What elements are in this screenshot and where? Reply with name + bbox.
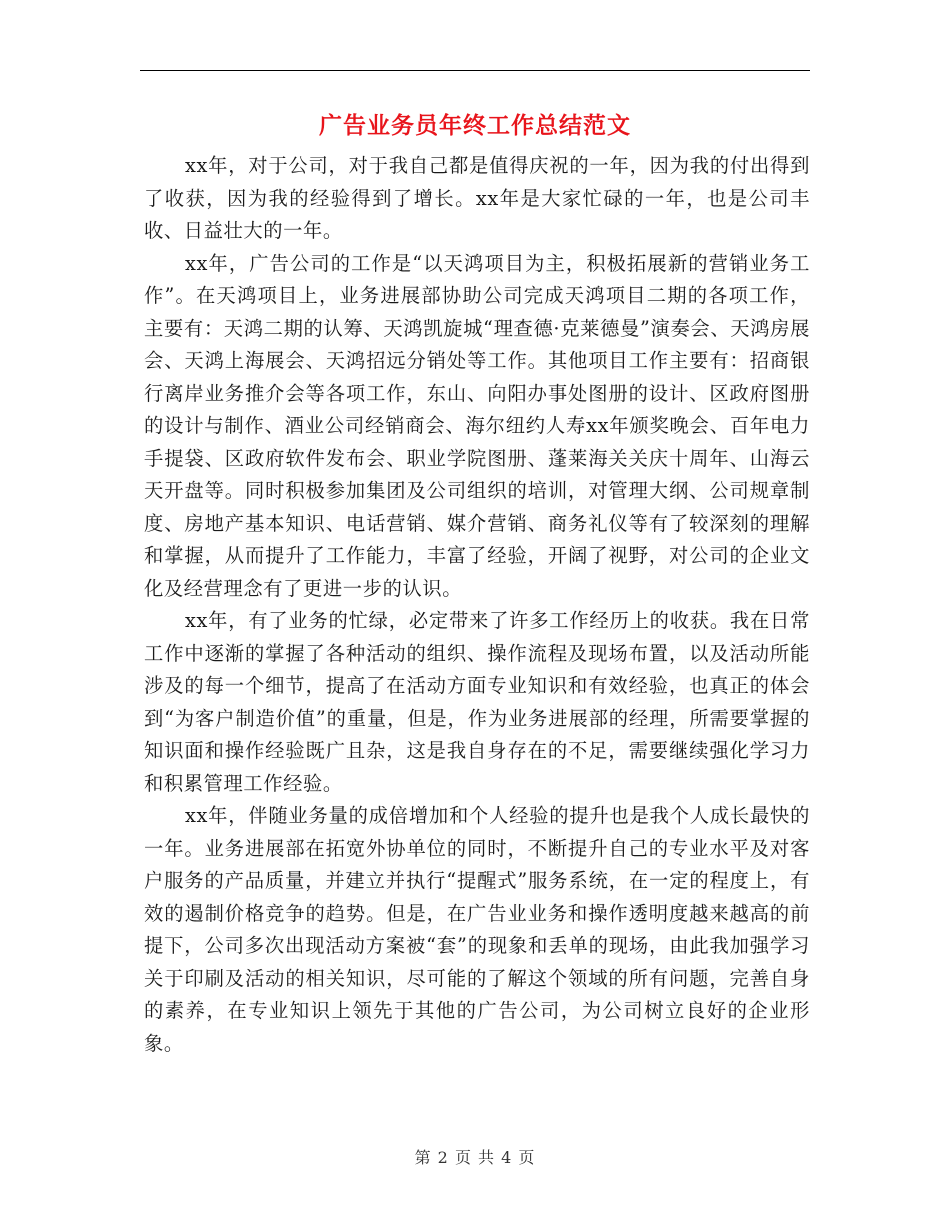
document-title: 广告业务员年终工作总结范文 bbox=[319, 113, 631, 139]
paragraph-3: xx年，有了业务的忙绿，必定带来了许多工作经历上的收获。我在日常工作中逐渐的掌握了各种活动的组织、操作流程及现场布置，以及活动所能涉及的每一个细节，提高了在活动方面专业知识和有效经验，也真正的体会到“为客户制造价值”的重量，但是，作为业务进展部的经理，所需要掌握的知识面和操作经验既广且杂，这是我自身存在的不足，需要继续强化学习力和积累管理工作经验。 bbox=[144, 609, 810, 795]
paragraph-2: xx年，广告公司的工作是“以天鸿项目为主，积极拓展新的营销业务工作”。在天鸿项目上，业务进展部协助公司完成天鸿项目二期的各项工作，主要有：天鸿二期的认筹、天鸿凯旋城“理查德·克莱德曼”演奏会、天鸿房展会、天鸿上海展会、天鸿招远分销处等工作。其他项目工作主要有：招商银行离岸业务推介会等各项工作，东山、向阳办事处图册的设计、区政府图册的设计与制作、酒业公司经销商会、海尔纽约人寿xx年颁奖晚会、百年电力手提袋、区政府软件发布会、职业学院图册、蓬莱海关关庆十周年、山海云天开盘等。同时积极参加集团及公司组织的培训，对管理大纲、公司规章制度、房地产基本知识、电话营销、媒介营销、商务礼仪等有了较深刻的理解和掌握，从而提升了工作能力，丰富了经验，开阔了视野，对公司的企业文化及经营理念有了更进一步的认识。 bbox=[144, 251, 810, 600]
paragraph-4: xx年，伴随业务量的成倍增加和个人经验的提升也是我个人成长最快的一年。业务进展部在拓宽外协单位的同时，不断提升自己的专业水平及对客户服务的产品质量，并建立并执行“提醒式”服务系统，在一定的程度上，有效的遏制价格竞争的趋势。但是，在广告业业务和操作透明度越来越高的前提下，公司多次出现活动方案被“套”的现象和丢单的现场，由此我加强学习关于印刷及活动的相关知识，尽可能的了解这个领域的所有问题，完善自身的素养，在专业知识上领先于其他的广告公司，为公司树立良好的企业形象。 bbox=[144, 804, 810, 1055]
document-body bbox=[144, 150, 810, 1060]
header-rule bbox=[140, 70, 810, 71]
page-number-footer: 第 2 页 共 4 页 bbox=[414, 1148, 536, 1167]
paragraph-1: xx年，对于公司，对于我自己都是值得庆祝的一年，因为我的付出得到了收获，因为我的经验得到了增长。xx年是大家忙碌的一年，也是公司丰收、日益壮大的一年。 bbox=[144, 154, 810, 242]
